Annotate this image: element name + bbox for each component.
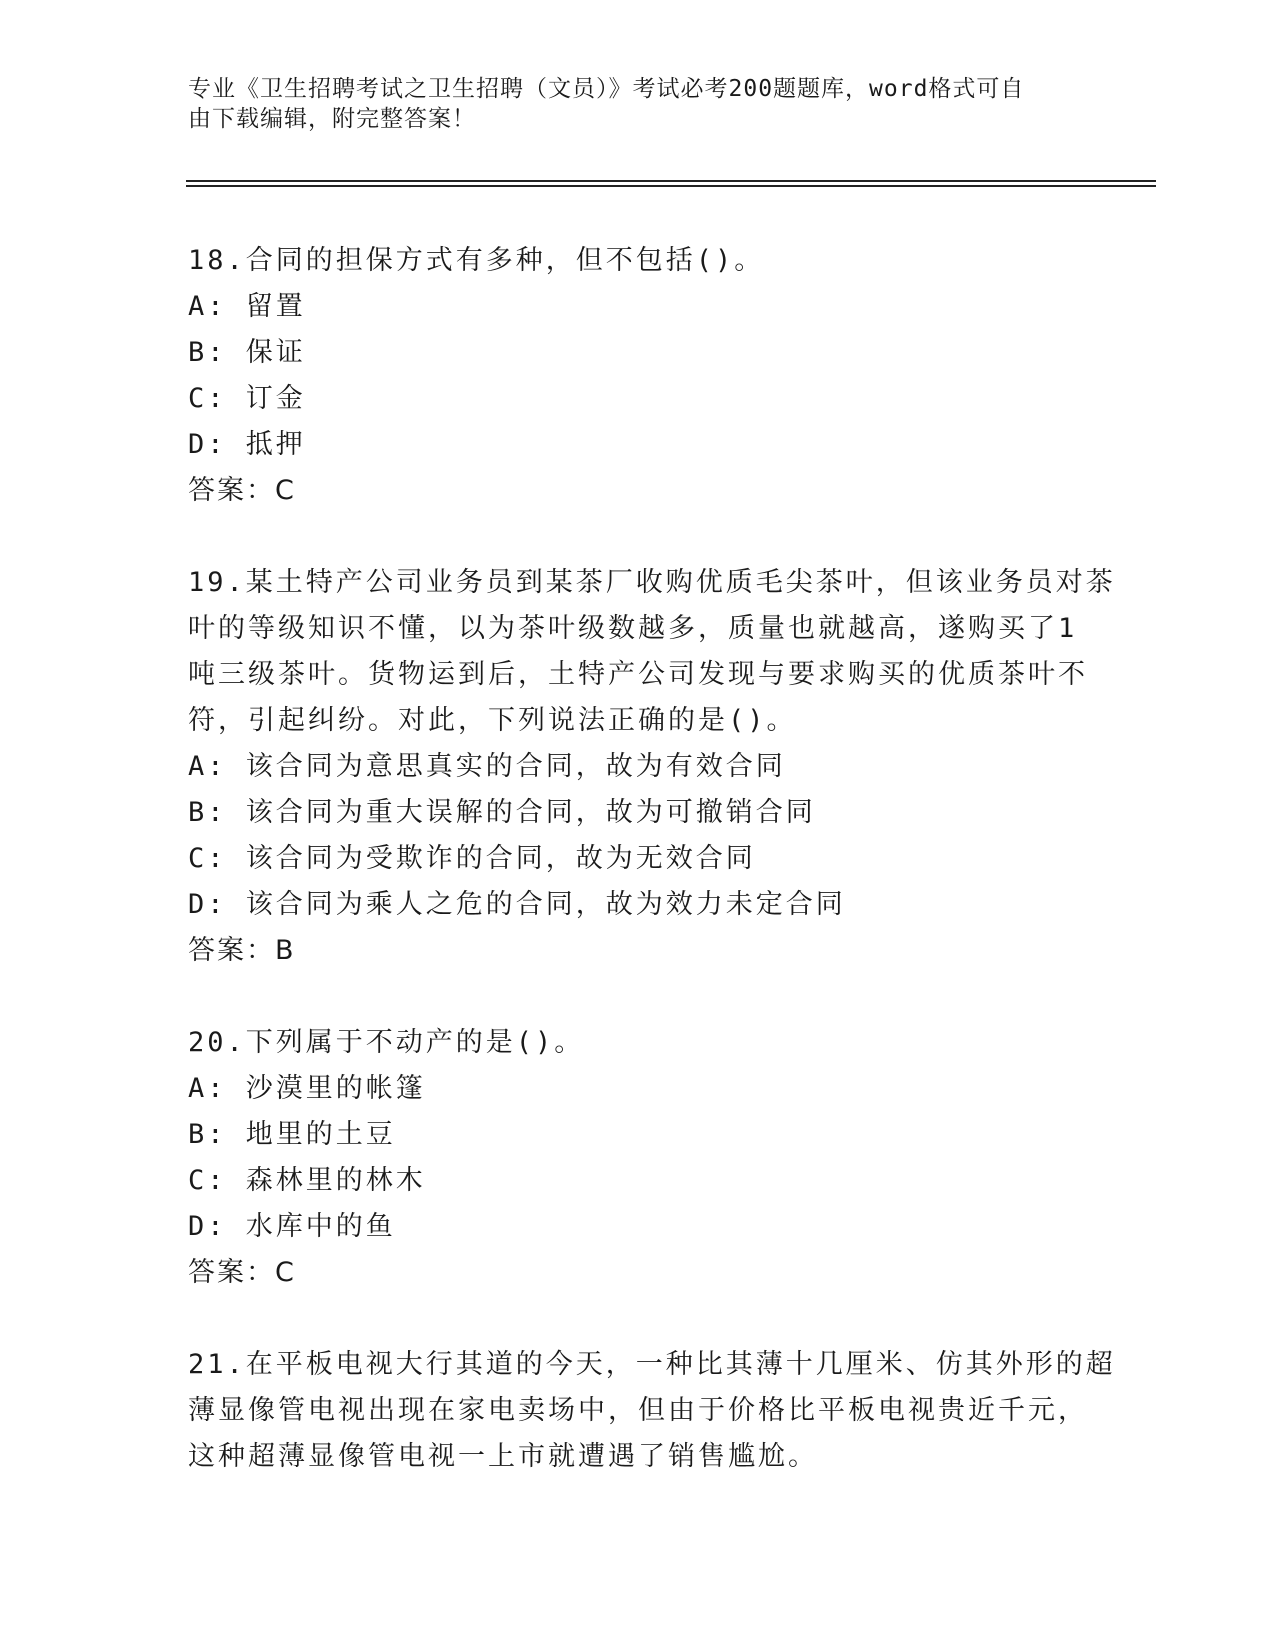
- answer-option: C: 订金: [188, 383, 306, 414]
- answer-option: C: 该合同为受欺诈的合同，故为无效合同: [188, 843, 756, 874]
- answer-option: A: 沙漠里的帐篷: [188, 1073, 426, 1104]
- answer-key: 答案：B: [188, 935, 296, 966]
- header-divider-top: [186, 180, 1156, 182]
- question-stem-line: 吨三级茶叶。货物运到后，土特产公司发现与要求购买的优质茶叶不: [188, 659, 1088, 690]
- question-stem-line: 19.某土特产公司业务员到某茶厂收购优质毛尖茶叶，但该业务员对茶: [188, 567, 1116, 598]
- question-block: [188, 238, 1088, 514]
- question-stem-line: 符，引起纠纷。对此，下列说法正确的是()。: [188, 705, 797, 736]
- answer-option: D: 水库中的鱼: [188, 1211, 396, 1242]
- answer-option: D: 抵押: [188, 429, 306, 460]
- answer-key: 答案：C: [188, 1257, 296, 1288]
- question-block: [188, 560, 1116, 974]
- answer-option: A: 留置: [188, 291, 306, 322]
- answer-option: B: 保证: [188, 337, 306, 368]
- header-line-1: 专业《卫生招聘考试之卫生招聘（文员）》考试必考200题题库，word格式可自: [188, 76, 1025, 102]
- question-list: [188, 238, 1116, 1526]
- header-line-2: 由下载编辑，附完整答案！: [188, 106, 476, 132]
- question-block: [188, 1342, 1116, 1480]
- question-stem-line: 叶的等级知识不懂，以为茶叶级数越多，质量也就越高，遂购买了1: [188, 613, 1078, 644]
- answer-option: A: 该合同为意思真实的合同，故为有效合同: [188, 751, 786, 782]
- answer-option: B: 地里的土豆: [188, 1119, 396, 1150]
- answer-option: B: 该合同为重大误解的合同，故为可撤销合同: [188, 797, 816, 828]
- question-stem-line: 20.下列属于不动产的是()。: [188, 1027, 585, 1058]
- question-stem-line: 18.合同的担保方式有多种，但不包括()。: [188, 245, 765, 276]
- answer-key: 答案：C: [188, 475, 296, 506]
- answer-option: D: 该合同为乘人之危的合同，故为效力未定合同: [188, 889, 846, 920]
- question-block: [188, 1020, 1088, 1296]
- question-stem-line: 这种超薄显像管电视一上市就遭遇了销售尴尬。: [188, 1441, 818, 1472]
- question-stem-line: 21.在平板电视大行其道的今天，一种比其薄十几厘米、仿其外形的超: [188, 1349, 1116, 1380]
- answer-option: C: 森林里的林木: [188, 1165, 426, 1196]
- question-stem-line: 薄显像管电视出现在家电卖场中，但由于价格比平板电视贵近千元，: [188, 1395, 1088, 1426]
- document-header: [188, 74, 1068, 134]
- header-divider-bottom: [186, 185, 1156, 187]
